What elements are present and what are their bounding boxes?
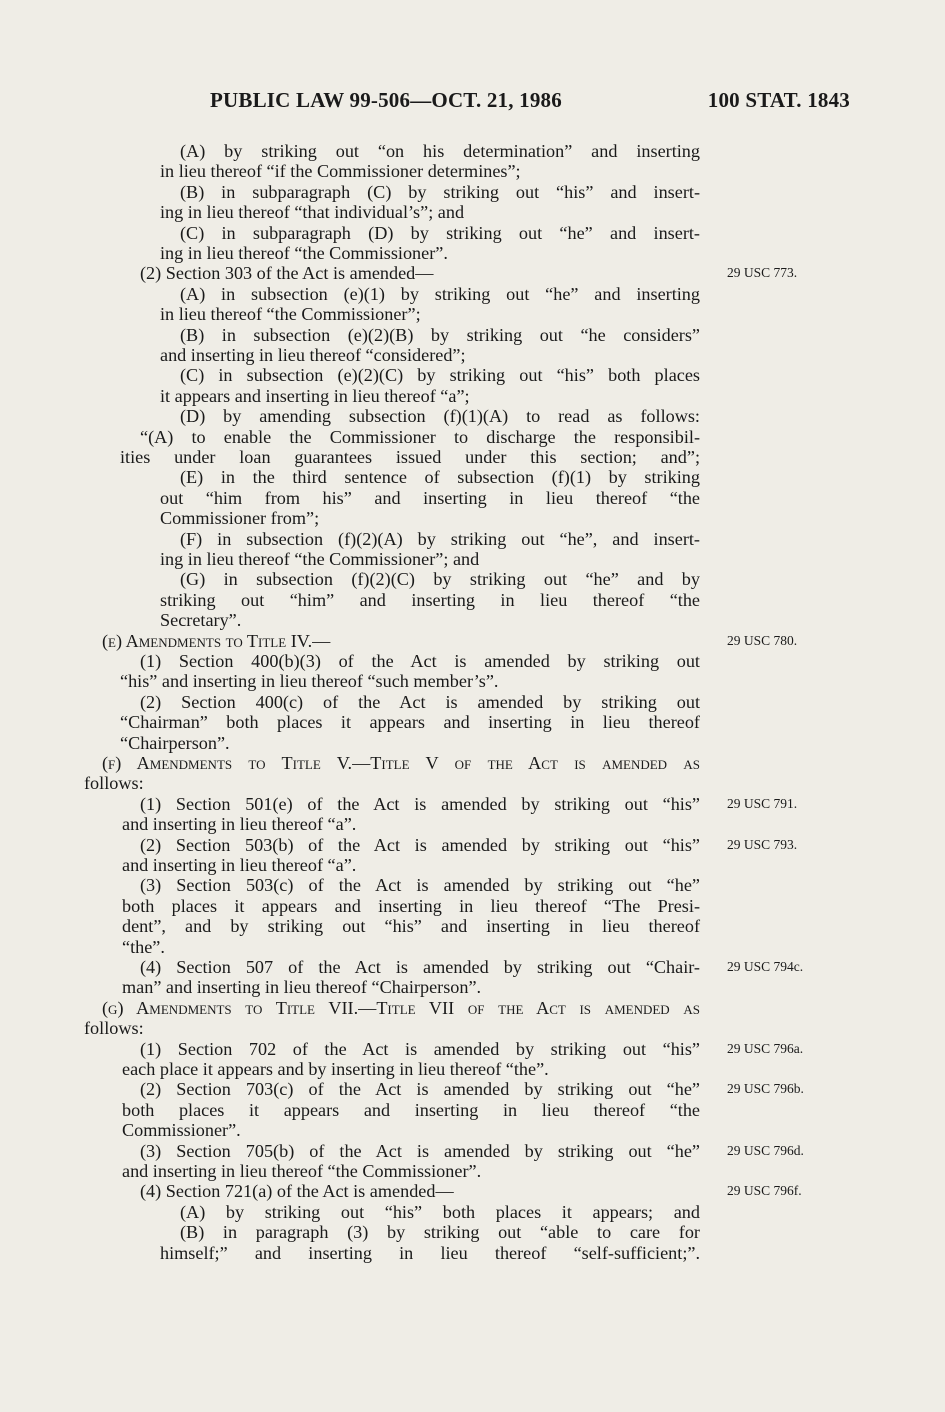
- text-line: (C) in subparagraph (D) by striking out “he” and insert-: [180, 223, 700, 243]
- text-line: “the”.: [122, 937, 165, 957]
- text-line: out “him from his” and inserting in lieu thereof “the: [160, 488, 700, 508]
- text-line: (A) by striking out “on his determination” and inserting: [180, 141, 700, 161]
- text-line: Commissioner from”;: [160, 508, 320, 528]
- text-line: man” and inserting in lieu thereof “Chairperson”.: [122, 977, 482, 997]
- text-line: and inserting in lieu thereof “the Commissioner”.: [122, 1161, 482, 1181]
- text-line: (C) in subsection (e)(2)(C) by striking out “his” both places: [180, 365, 700, 385]
- text-line: ities under loan guarantees issued under this section; and”;: [120, 447, 700, 467]
- margin-citation: 29 USC 796f.: [727, 1183, 802, 1198]
- text-line: (D) by amending subsection (f)(1)(A) to read as follows:: [180, 406, 700, 426]
- text-line: (3) Section 705(b) of the Act is amended by striking out “he”: [140, 1141, 700, 1161]
- text-line: (2) Section 503(b) of the Act is amended by striking out “his”: [140, 835, 700, 855]
- text-line: (2) Section 400(c) of the Act is amended by striking out: [140, 692, 700, 712]
- text-line: (2) Section 703(c) of the Act is amended by striking out “he”: [140, 1079, 700, 1099]
- section-heading: (e) Amendments to Title IV.—: [102, 631, 331, 651]
- text-line: and inserting in lieu thereof “a”.: [122, 855, 357, 875]
- text-line: ing in lieu thereof “the Commissioner”.: [160, 243, 448, 263]
- text-line: striking out “him” and inserting in lieu thereof “the: [160, 590, 700, 610]
- text-line: Commissioner”.: [122, 1120, 241, 1140]
- text-line: (B) in subsection (e)(2)(B) by striking out “he considers”: [180, 325, 700, 345]
- text-line: “Chairperson”.: [120, 733, 230, 753]
- text-line: (F) in subsection (f)(2)(A) by striking out “he”, and insert-: [180, 529, 700, 549]
- text-line: each place it appears and by inserting in lieu thereof “the”.: [122, 1059, 549, 1079]
- margin-citation: 29 USC 796d.: [727, 1143, 804, 1158]
- text-line: ing in lieu thereof “that individual’s”; and: [160, 202, 465, 222]
- text-line: in lieu thereof “if the Commissioner determines”;: [160, 161, 521, 181]
- margin-citation: 29 USC 791.: [727, 796, 798, 811]
- text-line: ing in lieu thereof “the Commissioner”; and: [160, 549, 480, 569]
- text-line: and inserting in lieu thereof “considered”;: [160, 345, 466, 365]
- text-line: (E) in the third sentence of subsection (f)(1) by striking: [180, 467, 700, 487]
- text-line: (B) in paragraph (3) by striking out “able to care for: [180, 1222, 700, 1242]
- margin-citation: 29 USC 796a.: [727, 1041, 804, 1056]
- text-line: it appears and inserting in lieu thereof “a”;: [160, 386, 470, 406]
- page-header: [210, 88, 850, 118]
- text-line: (4) Section 721(a) of the Act is amended—: [140, 1181, 454, 1201]
- margin-citation: 29 USC 780.: [727, 633, 798, 648]
- text-line: (G) in subsection (f)(2)(C) by striking out “he” and by: [180, 569, 700, 589]
- text-line: (1) Section 400(b)(3) of the Act is amended by striking out: [140, 651, 700, 671]
- text-line: (1) Section 702 of the Act is amended by striking out “his”: [140, 1039, 700, 1059]
- text-line: “his” and inserting in lieu thereof “such member’s”.: [120, 671, 499, 691]
- header-title: PUBLIC LAW 99-506—OCT. 21, 1986: [210, 88, 562, 112]
- text-line: in lieu thereof “the Commissioner”;: [160, 304, 421, 324]
- margin-citation: 29 USC 794c.: [727, 959, 804, 974]
- text-line: himself;” and inserting in lieu thereof “self-sufficient;”.: [160, 1243, 700, 1263]
- text-line: both places it appears and inserting in lieu thereof “the: [122, 1100, 700, 1120]
- text-line: (2) Section 303 of the Act is amended—: [140, 263, 434, 283]
- text-line: dent”, and by striking out “his” and inserting in lieu thereof: [122, 916, 700, 936]
- text-line: Secretary”.: [160, 610, 242, 630]
- text-line: and inserting in lieu thereof “a”.: [122, 814, 357, 834]
- text-line: follows:: [84, 773, 144, 793]
- margin-citation: 29 USC 773.: [727, 265, 798, 280]
- text-line: (A) in subsection (e)(1) by striking out “he” and inserting: [180, 284, 700, 304]
- section-heading: (g) Amendments to Title VII.—Title VII of the Act is amended as: [102, 998, 700, 1018]
- text-line: (1) Section 501(e) of the Act is amended by striking out “his”: [140, 794, 700, 814]
- text-line: “Chairman” both places it appears and inserting in lieu thereof: [120, 712, 700, 732]
- text-line: (B) in subparagraph (C) by striking out “his” and insert-: [180, 182, 700, 202]
- text-line: follows:: [84, 1018, 144, 1038]
- text-line: (4) Section 507 of the Act is amended by striking out “Chair-: [140, 957, 700, 977]
- text-line: (3) Section 503(c) of the Act is amended by striking out “he”: [140, 875, 700, 895]
- header-stat-number: 100 STAT. 1843: [707, 88, 850, 112]
- margin-citation: 29 USC 796b.: [727, 1081, 804, 1096]
- section-heading: (f) Amendments to Title V.—Title V of the Act is amended as: [102, 753, 700, 773]
- text-line: (A) by striking out “his” both places it appears; and: [180, 1202, 700, 1222]
- margin-citation: 29 USC 793.: [727, 837, 798, 852]
- text-line: “(A) to enable the Commissioner to discharge the responsibil-: [140, 427, 700, 447]
- text-line: both places it appears and inserting in lieu thereof “The Presi-: [122, 896, 700, 916]
